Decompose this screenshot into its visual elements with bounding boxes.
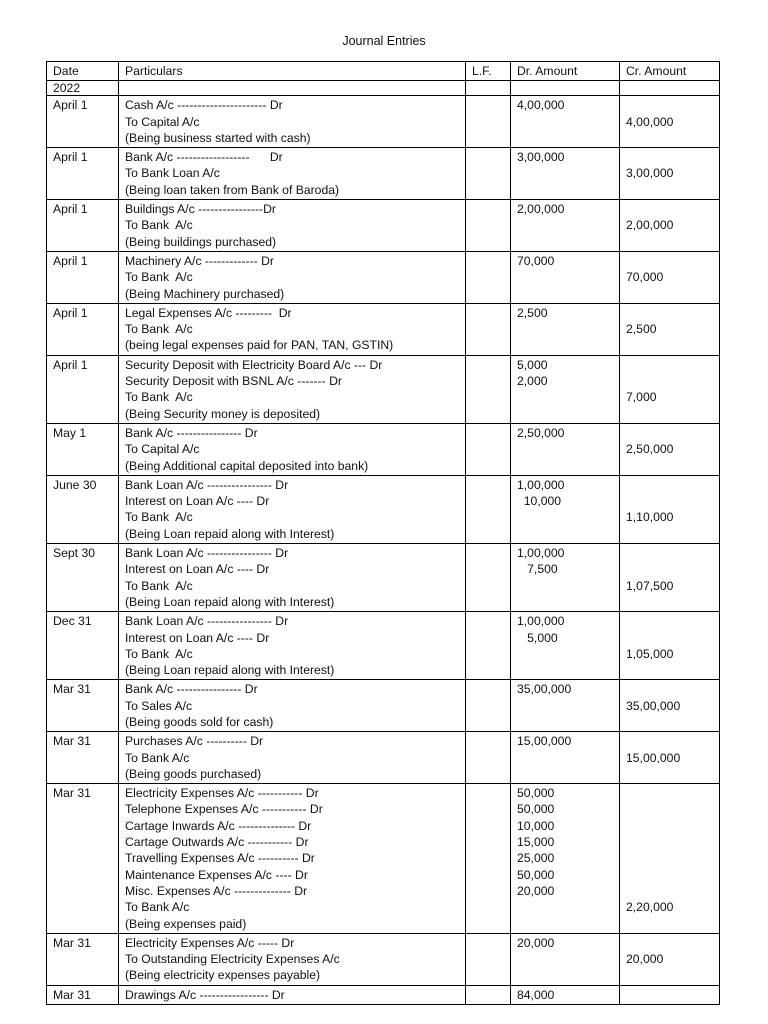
entry-dr-amount-line: 10,000 bbox=[517, 494, 562, 509]
entry-particulars-line: (Being expenses paid) bbox=[125, 916, 247, 931]
entry-dr-amount-line bbox=[517, 578, 613, 594]
entry-cr-amount-line bbox=[626, 561, 713, 577]
entry-cr-amount-line: 20,000 bbox=[626, 952, 664, 967]
entry-particulars-line: Interest on Loan A/c ---- Dr bbox=[125, 630, 270, 645]
entry-particulars-line: (being legal expenses paid for PAN, TAN, GSTIN) bbox=[125, 338, 394, 353]
entry-dr-amount-line: 2,500 bbox=[517, 305, 548, 320]
entry-lf bbox=[466, 303, 511, 355]
entry-cr-amount-line bbox=[626, 834, 713, 850]
entry-dr-amount-line bbox=[517, 321, 613, 337]
header-cr-amount: Cr. Amount bbox=[620, 62, 720, 81]
entry-dr-amount-line bbox=[517, 441, 613, 457]
entry-dr-amount bbox=[511, 933, 620, 985]
entry-cr-amount bbox=[620, 612, 720, 680]
entry-dr-amount-line bbox=[517, 165, 613, 181]
entry-dr-amount-line bbox=[517, 714, 613, 730]
entry-cr-amount-line bbox=[626, 477, 713, 493]
entry-particulars-line: Interest on Loan A/c ---- Dr bbox=[125, 562, 270, 577]
entry-date: April 1 bbox=[47, 148, 119, 200]
entry-particulars-line: (Being goods sold for cash) bbox=[125, 714, 274, 729]
entry-cr-amount bbox=[620, 933, 720, 985]
entry-particulars-line: To Bank A/c bbox=[125, 646, 193, 661]
entry-dr-amount-line bbox=[517, 526, 613, 542]
entry-dr-amount bbox=[511, 251, 620, 303]
entry-particulars-line: Travelling Expenses A/c ---------- Dr bbox=[125, 851, 315, 866]
header-dr-amount: Dr. Amount bbox=[511, 62, 620, 81]
year-cell: 2022 bbox=[47, 81, 119, 96]
journal-entry-row bbox=[47, 985, 720, 1004]
entry-dr-amount bbox=[511, 423, 620, 475]
entry-dr-amount-line bbox=[517, 182, 613, 198]
entry-cr-amount-line bbox=[626, 883, 713, 899]
journal-entry-row bbox=[47, 303, 720, 355]
entry-particulars-line: Bank Loan A/c ---------------- Dr bbox=[125, 614, 289, 629]
entry-cr-amount-line bbox=[626, 149, 713, 165]
entry-cr-amount-line bbox=[626, 373, 713, 389]
entry-cr-amount-line bbox=[626, 286, 713, 302]
journal-entry-row bbox=[47, 251, 720, 303]
entry-cr-amount bbox=[620, 200, 720, 252]
entry-particulars-line: To Bank A/c bbox=[125, 750, 190, 765]
entry-cr-amount-line: 3,00,000 bbox=[626, 166, 674, 181]
entry-dr-amount-line: 1,00,000 bbox=[517, 477, 565, 492]
entry-lf bbox=[466, 148, 511, 200]
entry-cr-amount-line bbox=[626, 662, 713, 678]
entry-dr-amount-line bbox=[517, 114, 613, 130]
header-date: Date bbox=[47, 62, 119, 81]
entry-particulars bbox=[119, 732, 466, 784]
entry-date: Mar 31 bbox=[47, 985, 119, 1004]
entry-cr-amount-line: 2,20,000 bbox=[626, 900, 674, 915]
entry-particulars-line: Bank A/c ---------------- Dr bbox=[125, 425, 258, 440]
entry-cr-amount-line bbox=[626, 357, 713, 373]
entry-particulars-line: To Sales A/c bbox=[125, 698, 193, 713]
entry-cr-amount-line: 2,50,000 bbox=[626, 442, 674, 457]
entry-lf bbox=[466, 423, 511, 475]
entry-cr-amount-line: 15,00,000 bbox=[626, 750, 681, 765]
entry-particulars-line: (Being electricity expenses payable) bbox=[125, 968, 321, 983]
journal-entry-row bbox=[47, 423, 720, 475]
entry-cr-amount-line bbox=[626, 201, 713, 217]
entry-dr-amount-line bbox=[517, 130, 613, 146]
entry-dr-amount-line bbox=[517, 337, 613, 353]
entry-dr-amount-line: 20,000 bbox=[517, 935, 555, 950]
entry-dr-amount-line: 3,00,000 bbox=[517, 150, 565, 165]
entry-cr-amount bbox=[620, 784, 720, 934]
entry-dr-amount-line bbox=[517, 458, 613, 474]
entry-cr-amount-line bbox=[626, 234, 713, 250]
page-title: Journal Entries bbox=[342, 34, 426, 48]
entry-particulars-line: (Being loan taken from Bank of Baroda) bbox=[125, 182, 340, 197]
header-particulars: Particulars bbox=[119, 62, 466, 81]
journal-entry-row bbox=[47, 612, 720, 680]
journal-entry-row bbox=[47, 148, 720, 200]
entry-dr-amount-line bbox=[517, 286, 613, 302]
entry-dr-amount-line: 2,50,000 bbox=[517, 425, 565, 440]
entry-cr-amount-line bbox=[626, 594, 713, 610]
entry-particulars bbox=[119, 200, 466, 252]
entry-cr-amount-line bbox=[626, 850, 713, 866]
entry-particulars-line: To Bank A/c bbox=[125, 510, 193, 525]
entry-cr-amount bbox=[620, 251, 720, 303]
entry-dr-amount bbox=[511, 985, 620, 1004]
entry-dr-amount-line: 2,00,000 bbox=[517, 202, 565, 217]
journal-table bbox=[46, 61, 720, 1005]
entry-particulars-line: To Bank Loan A/c bbox=[125, 166, 220, 181]
entry-particulars-line: To Bank A/c bbox=[125, 390, 193, 405]
entry-date: April 1 bbox=[47, 355, 119, 423]
entry-dr-amount bbox=[511, 732, 620, 784]
entry-particulars bbox=[119, 355, 466, 423]
entry-date: April 1 bbox=[47, 96, 119, 148]
journal-entry-row bbox=[47, 732, 720, 784]
journal-entry-row bbox=[47, 680, 720, 732]
entry-date: April 1 bbox=[47, 303, 119, 355]
entry-dr-amount-line bbox=[517, 967, 613, 983]
entry-lf bbox=[466, 933, 511, 985]
entry-cr-amount-line: 4,00,000 bbox=[626, 114, 674, 129]
entry-particulars-line: (Being Additional capital deposited into bank) bbox=[125, 458, 369, 473]
entry-cr-amount bbox=[620, 544, 720, 612]
entry-cr-amount-line bbox=[626, 526, 713, 542]
entry-particulars bbox=[119, 612, 466, 680]
entry-particulars-line: To Bank A/c bbox=[125, 900, 190, 915]
entry-particulars-line: (Being buildings purchased) bbox=[125, 234, 277, 249]
entry-cr-amount-line bbox=[626, 493, 713, 509]
entry-dr-amount-line: 25,000 bbox=[517, 851, 555, 866]
entry-cr-amount-line bbox=[626, 766, 713, 782]
entry-date: Mar 31 bbox=[47, 933, 119, 985]
entry-particulars bbox=[119, 680, 466, 732]
entry-particulars bbox=[119, 423, 466, 475]
entry-dr-amount-line: 15,000 bbox=[517, 835, 555, 850]
entry-cr-amount-line: 70,000 bbox=[626, 270, 664, 285]
entry-dr-amount-line bbox=[517, 594, 613, 610]
entry-date: Mar 31 bbox=[47, 732, 119, 784]
entry-cr-amount-line bbox=[626, 545, 713, 561]
entry-particulars-line: Bank Loan A/c ---------------- Dr bbox=[125, 546, 289, 561]
entry-particulars-line: Cartage Inwards A/c -------------- Dr bbox=[125, 818, 312, 833]
entry-particulars-line: (Being Loan repaid along with Interest) bbox=[125, 663, 335, 678]
entry-dr-amount-line bbox=[517, 646, 613, 662]
entry-lf bbox=[466, 475, 511, 543]
entry-dr-amount-line: 84,000 bbox=[517, 987, 555, 1002]
entry-particulars-line: To Outstanding Electricity Expenses A/c bbox=[125, 952, 340, 967]
entry-dr-amount-line: 35,00,000 bbox=[517, 682, 572, 697]
entry-cr-amount-line bbox=[626, 867, 713, 883]
entry-cr-amount-line bbox=[626, 130, 713, 146]
entry-lf bbox=[466, 544, 511, 612]
entry-lf bbox=[466, 985, 511, 1004]
journal-entry-row bbox=[47, 96, 720, 148]
entry-dr-amount-line: 15,00,000 bbox=[517, 734, 572, 749]
entry-cr-amount bbox=[620, 475, 720, 543]
entry-cr-amount-line bbox=[626, 935, 713, 951]
entry-particulars bbox=[119, 933, 466, 985]
entry-particulars bbox=[119, 544, 466, 612]
entry-cr-amount bbox=[620, 680, 720, 732]
entry-cr-amount-line bbox=[626, 681, 713, 697]
entry-cr-amount bbox=[620, 985, 720, 1004]
entry-cr-amount bbox=[620, 423, 720, 475]
entry-particulars-line: Purchases A/c ---------- Dr bbox=[125, 734, 264, 749]
entry-particulars bbox=[119, 303, 466, 355]
entry-date: April 1 bbox=[47, 251, 119, 303]
journal-entry-row bbox=[47, 200, 720, 252]
entry-cr-amount-line bbox=[626, 97, 713, 113]
entry-cr-amount bbox=[620, 303, 720, 355]
entry-lf bbox=[466, 251, 511, 303]
entry-cr-amount-line bbox=[626, 967, 713, 983]
entry-particulars-line: Drawings A/c ----------------- Dr bbox=[125, 987, 285, 1002]
entry-particulars-line: To Bank A/c bbox=[125, 322, 193, 337]
entry-cr-amount-line bbox=[626, 337, 713, 353]
entry-dr-amount-line bbox=[517, 217, 613, 233]
entry-dr-amount-line: 1,00,000 bbox=[517, 546, 565, 561]
entry-lf bbox=[466, 680, 511, 732]
entry-cr-amount bbox=[620, 355, 720, 423]
journal-entry-row bbox=[47, 784, 720, 934]
entry-dr-amount-line: 50,000 bbox=[517, 786, 555, 801]
entry-particulars-line: Buildings A/c ----------------Dr bbox=[125, 202, 276, 217]
entry-particulars bbox=[119, 475, 466, 543]
entry-dr-amount-line: 4,00,000 bbox=[517, 98, 565, 113]
entry-particulars-line: Bank A/c ------------------ Dr bbox=[125, 150, 283, 165]
entry-particulars-line: Security Deposit with Electricity Board A/c --- Dr bbox=[125, 357, 383, 372]
entry-dr-amount bbox=[511, 96, 620, 148]
entry-dr-amount-line: 5,000 bbox=[517, 357, 548, 372]
entry-particulars-line: Bank A/c ---------------- Dr bbox=[125, 682, 258, 697]
header-row bbox=[47, 62, 720, 81]
entry-dr-amount-line bbox=[517, 916, 613, 932]
entry-cr-amount-line bbox=[626, 801, 713, 817]
entry-cr-amount-line: 1,07,500 bbox=[626, 578, 674, 593]
entry-particulars-line: Maintenance Expenses A/c ---- Dr bbox=[125, 867, 308, 882]
entry-lf bbox=[466, 612, 511, 680]
entry-dr-amount-line bbox=[517, 951, 613, 967]
entry-cr-amount-line bbox=[626, 916, 713, 932]
entry-dr-amount bbox=[511, 355, 620, 423]
entry-dr-amount-line: 2,000 bbox=[517, 374, 548, 389]
entry-dr-amount-line: 5,000 bbox=[517, 630, 558, 645]
entry-dr-amount bbox=[511, 784, 620, 934]
entry-date: Mar 31 bbox=[47, 680, 119, 732]
entry-particulars-line: (Being business started with cash) bbox=[125, 130, 311, 145]
entry-dr-amount-line bbox=[517, 766, 613, 782]
entry-cr-amount-line: 1,05,000 bbox=[626, 646, 674, 661]
entry-particulars-line: To Bank A/c bbox=[125, 270, 193, 285]
entry-dr-amount-line bbox=[517, 750, 613, 766]
entry-lf bbox=[466, 784, 511, 934]
entry-dr-amount-line: 20,000 bbox=[517, 883, 555, 898]
entry-particulars-line: (Being Loan repaid along with Interest) bbox=[125, 594, 335, 609]
entry-dr-amount-line bbox=[517, 406, 613, 422]
entry-particulars-line: Cartage Outwards A/c ----------- Dr bbox=[125, 835, 309, 850]
entry-date: Sept 30 bbox=[47, 544, 119, 612]
entry-particulars-line: Telephone Expenses A/c ----------- Dr bbox=[125, 802, 323, 817]
entry-particulars bbox=[119, 985, 466, 1004]
entry-dr-amount-line bbox=[517, 899, 613, 915]
entry-particulars-line: (Being Machinery purchased) bbox=[125, 286, 285, 301]
entry-particulars bbox=[119, 784, 466, 934]
journal-entry-row bbox=[47, 544, 720, 612]
journal-entry-row bbox=[47, 355, 720, 423]
entry-dr-amount bbox=[511, 544, 620, 612]
entry-dr-amount-line: 7,500 bbox=[517, 562, 558, 577]
entry-cr-amount-line bbox=[626, 253, 713, 269]
journal-body bbox=[47, 81, 720, 1005]
entry-dr-amount-line bbox=[517, 389, 613, 405]
entry-dr-amount bbox=[511, 612, 620, 680]
entry-cr-amount-line: 7,000 bbox=[626, 390, 657, 405]
entry-particulars-line: (Being goods purchased) bbox=[125, 766, 262, 781]
entry-particulars-line: To Bank A/c bbox=[125, 218, 193, 233]
journal-entry-row bbox=[47, 475, 720, 543]
entry-particulars-line: To Bank A/c bbox=[125, 578, 193, 593]
entry-cr-amount-line: 1,10,000 bbox=[626, 510, 674, 525]
entry-dr-amount bbox=[511, 475, 620, 543]
entry-particulars-line: Security Deposit with BSNL A/c ------- Dr bbox=[125, 374, 342, 389]
entry-date: May 1 bbox=[47, 423, 119, 475]
entry-particulars-line: Electricity Expenses A/c ----------- Dr bbox=[125, 786, 319, 801]
entry-particulars bbox=[119, 96, 466, 148]
entry-dr-amount-line: 50,000 bbox=[517, 802, 555, 817]
entry-particulars-line: To Capital A/c bbox=[125, 442, 200, 457]
entry-cr-amount-line bbox=[626, 987, 713, 1003]
entry-dr-amount bbox=[511, 148, 620, 200]
entry-dr-amount-line bbox=[517, 509, 613, 525]
entry-cr-amount bbox=[620, 96, 720, 148]
entry-dr-amount-line: 10,000 bbox=[517, 818, 555, 833]
entry-cr-amount-line bbox=[626, 182, 713, 198]
entry-dr-amount bbox=[511, 200, 620, 252]
entry-cr-amount-line: 2,00,000 bbox=[626, 218, 674, 233]
entry-cr-amount-line: 2,500 bbox=[626, 322, 657, 337]
entry-lf bbox=[466, 732, 511, 784]
entry-lf bbox=[466, 96, 511, 148]
entry-dr-amount bbox=[511, 680, 620, 732]
entry-cr-amount-line bbox=[626, 458, 713, 474]
entry-particulars-line: Legal Expenses A/c --------- Dr bbox=[125, 305, 292, 320]
entry-dr-amount-line bbox=[517, 698, 613, 714]
header-lf: L.F. bbox=[466, 62, 511, 81]
entry-dr-amount-line: 1,00,000 bbox=[517, 614, 565, 629]
entry-cr-amount bbox=[620, 732, 720, 784]
entry-particulars-line: Misc. Expenses A/c -------------- Dr bbox=[125, 883, 308, 898]
entry-dr-amount-line: 50,000 bbox=[517, 867, 555, 882]
entry-particulars-line: Machinery A/c ------------- Dr bbox=[125, 253, 274, 268]
entry-particulars-line: To Capital A/c bbox=[125, 114, 200, 129]
entry-dr-amount-line: 70,000 bbox=[517, 253, 555, 268]
entry-cr-amount-line bbox=[626, 818, 713, 834]
entry-cr-amount-line bbox=[626, 406, 713, 422]
entry-lf bbox=[466, 200, 511, 252]
entry-particulars bbox=[119, 251, 466, 303]
entry-dr-amount bbox=[511, 303, 620, 355]
entry-cr-amount-line bbox=[626, 733, 713, 749]
entry-cr-amount-line bbox=[626, 305, 713, 321]
entry-date: June 30 bbox=[47, 475, 119, 543]
entry-particulars bbox=[119, 148, 466, 200]
entry-cr-amount-line: 35,00,000 bbox=[626, 698, 681, 713]
entry-dr-amount-line bbox=[517, 269, 613, 285]
entry-dr-amount-line bbox=[517, 234, 613, 250]
entry-lf bbox=[466, 355, 511, 423]
entry-cr-amount-line bbox=[626, 613, 713, 629]
entry-particulars-line: Electricity Expenses A/c ----- Dr bbox=[125, 935, 295, 950]
entry-cr-amount-line bbox=[626, 425, 713, 441]
entry-particulars-line: Interest on Loan A/c ---- Dr bbox=[125, 494, 270, 509]
entry-cr-amount-line bbox=[626, 714, 713, 730]
entry-cr-amount-line bbox=[626, 785, 713, 801]
entry-particulars-line: (Being Loan repaid along with Interest) bbox=[125, 526, 335, 541]
entry-date: Mar 31 bbox=[47, 784, 119, 934]
entry-date: Dec 31 bbox=[47, 612, 119, 680]
entry-cr-amount bbox=[620, 148, 720, 200]
entry-cr-amount-line bbox=[626, 630, 713, 646]
year-row bbox=[47, 81, 720, 96]
entry-dr-amount-line bbox=[517, 662, 613, 678]
entry-particulars-line: Cash A/c ---------------------- Dr bbox=[125, 98, 283, 113]
entry-date: April 1 bbox=[47, 200, 119, 252]
entry-particulars-line: (Being Security money is deposited) bbox=[125, 406, 321, 421]
entry-particulars-line: Bank Loan A/c ---------------- Dr bbox=[125, 477, 289, 492]
journal-entry-row bbox=[47, 933, 720, 985]
